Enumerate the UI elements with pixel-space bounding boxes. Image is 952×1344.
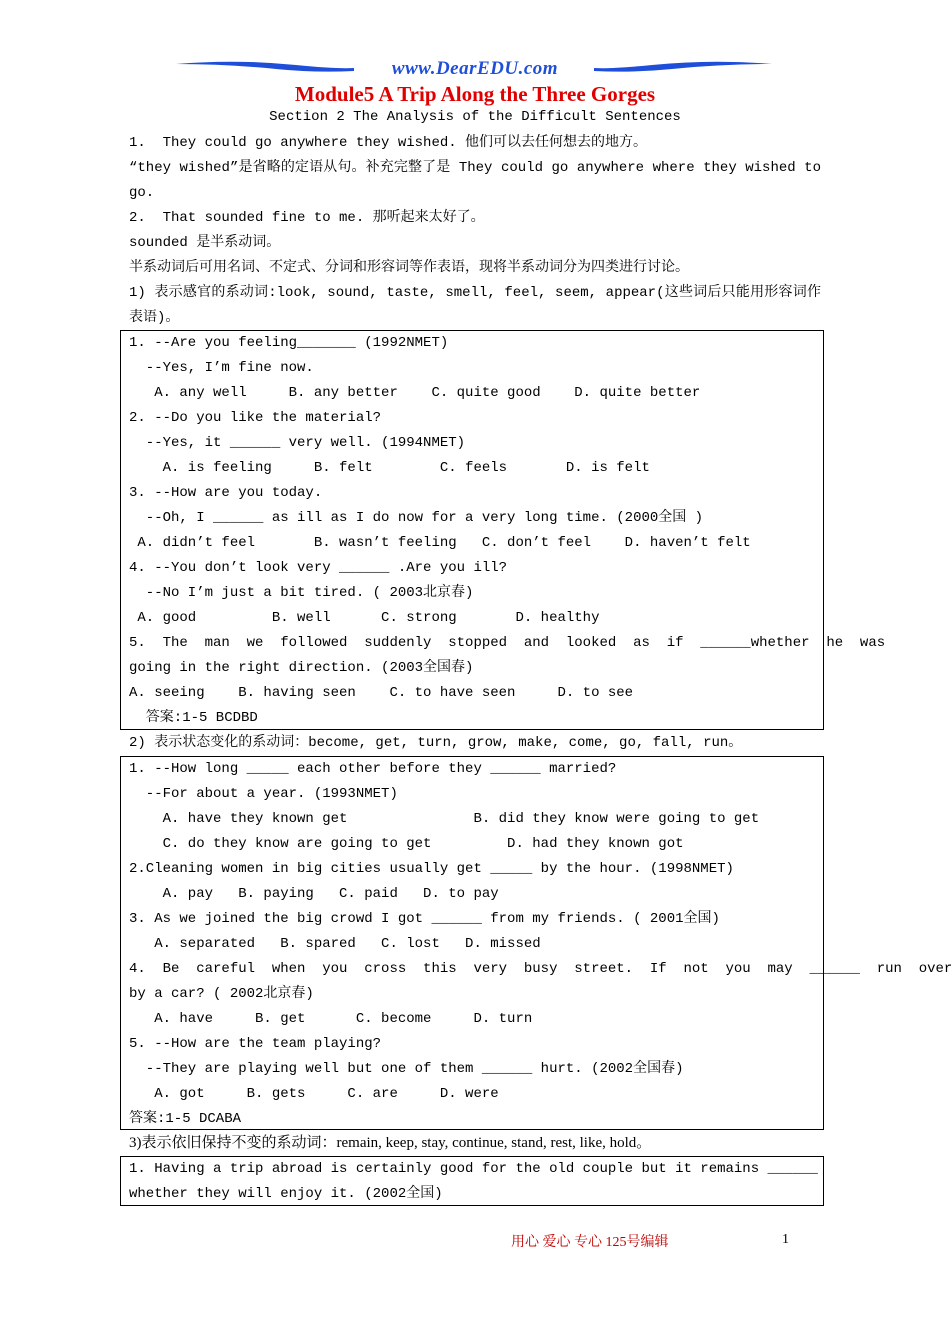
exercise-line: --Yes, it ______ very well. (1994NMET): [129, 435, 466, 451]
exercise-line: 2.Cleaning women in big cities usually get _____ by the hour. (1998NMET): [129, 861, 734, 877]
exercise-line: by a car? ( 2002北京春): [129, 986, 314, 1002]
exercise-line: A. got B. gets C. are D. were: [129, 1086, 499, 1102]
exercise-line: --For about a year. (1993NMET): [129, 786, 398, 802]
exercise-line: 4. Be careful when you cross this very busy street. If not you may ______ run over: [129, 961, 952, 977]
exercise-line: --Yes, I’m fine now.: [129, 360, 314, 376]
page-title: Module5 A Trip Along the Three Gorges: [294, 82, 656, 106]
intro-line: 2. That sounded fine to me. 那听起来太好了。: [129, 210, 485, 226]
exercise-line: 3. As we joined the big crowd I got ______ from my friends. ( 2001全国): [129, 911, 720, 927]
exercise-line: 1. --Are you feeling_______ (1992NMET): [129, 335, 449, 351]
section-3-heading: [129, 1131, 821, 1156]
page-subtitle: Section 2 The Analysis of the Difficult Sentences: [269, 109, 681, 125]
exercise-line: 3. --How are you today.: [129, 485, 323, 501]
exercise-line: 1. --How long _____ each other before they ______ married?: [129, 761, 617, 777]
site-logo-text: www.DearEDU.com: [391, 58, 559, 79]
exercise-line: A. good B. well C. strong D. healthy: [129, 610, 600, 626]
exercise-line: 2. --Do you like the material?: [129, 410, 382, 426]
answer-line: 答案:1-5 BCDBD: [129, 710, 258, 726]
exercise-line: --No I’m just a bit tired. ( 2003北京春): [129, 585, 474, 601]
exercise-line: whether they will enjoy it. (2002全国): [129, 1186, 443, 1202]
intro-line: 1. They could go anywhere they wished. 他们可以去任何想去的地方。: [129, 135, 648, 151]
intro-line: 半系动词后可用名词、不定式、分词和形容词等作表语，现将半系动词分为四类进行讨论。: [129, 260, 689, 276]
exercise-box-2: [120, 756, 952, 1130]
page-number: 1: [782, 1232, 789, 1247]
intro-line: 1) 表示感官的系动词:look, sound, taste, smell, feel, seem, appear(这些词后只能用形容词作表语)。: [129, 285, 821, 326]
exercise-line: A. didn’t feel B. wasn’t feeling C. don’t feel D. haven’t felt: [129, 535, 751, 551]
exercise-box-1: [120, 330, 886, 730]
exercise-line: going in the right direction. (2003全国春): [129, 660, 474, 676]
footer-note: 用心 爱心 专心 125号编辑: [511, 1235, 669, 1250]
answer-line: 答案:1-5 DCABA: [129, 1111, 242, 1127]
exercise-line: --They are playing well but one of them ______ hurt. (2002全国春): [129, 1061, 684, 1077]
intro-line: sounded 是半系动词。: [129, 235, 281, 251]
exercise-box-3: [120, 1156, 824, 1206]
exercise-line: A. have B. get C. become D. turn: [129, 1011, 533, 1027]
exercise-line: A. pay B. paying C. paid D. to pay: [129, 886, 499, 902]
exercise-line: A. have they known get B. did they know were going to get: [129, 811, 760, 827]
exercise-line: A. is feeling B. felt C. feels D. is felt: [129, 460, 650, 476]
exercise-line: A. any well B. any better C. quite good D. quite better: [129, 385, 701, 401]
intro-line: “they wished”是省略的定语从句。补充完整了是 They could go anywhere where they wished to go.: [129, 160, 821, 201]
section-heading: 2) 表示状态变化的系动词：become, get, turn, grow, make, come, go, fall, run。: [129, 735, 743, 751]
section-heading: 3)表示依旧保持不变的系动词：remain, keep, stay, continue, stand, rest, like, hold。: [129, 1135, 652, 1151]
exercise-line: 5. The man we followed suddenly stopped and looked as if ______whether he was: [129, 635, 886, 651]
exercise-line: A. separated B. spared C. lost D. missed: [129, 936, 541, 952]
exercise-line: 4. --You don’t look very ______ .Are you ill?: [129, 560, 508, 576]
intro-section: [129, 131, 821, 331]
exercise-line: 1. Having a trip abroad is certainly good for the old couple but it remains ______: [129, 1161, 818, 1177]
exercise-line: A. seeing B. having seen C. to have seen D. to see: [129, 685, 634, 701]
exercise-line: C. do they know are going to get D. had they known got: [129, 836, 684, 852]
section-2-heading: [129, 731, 821, 756]
exercise-line: --Oh, I ______ as ill as I do now for a very long time. (2000全国 ): [129, 510, 704, 526]
exercise-line: 5. --How are the team playing?: [129, 1036, 382, 1052]
